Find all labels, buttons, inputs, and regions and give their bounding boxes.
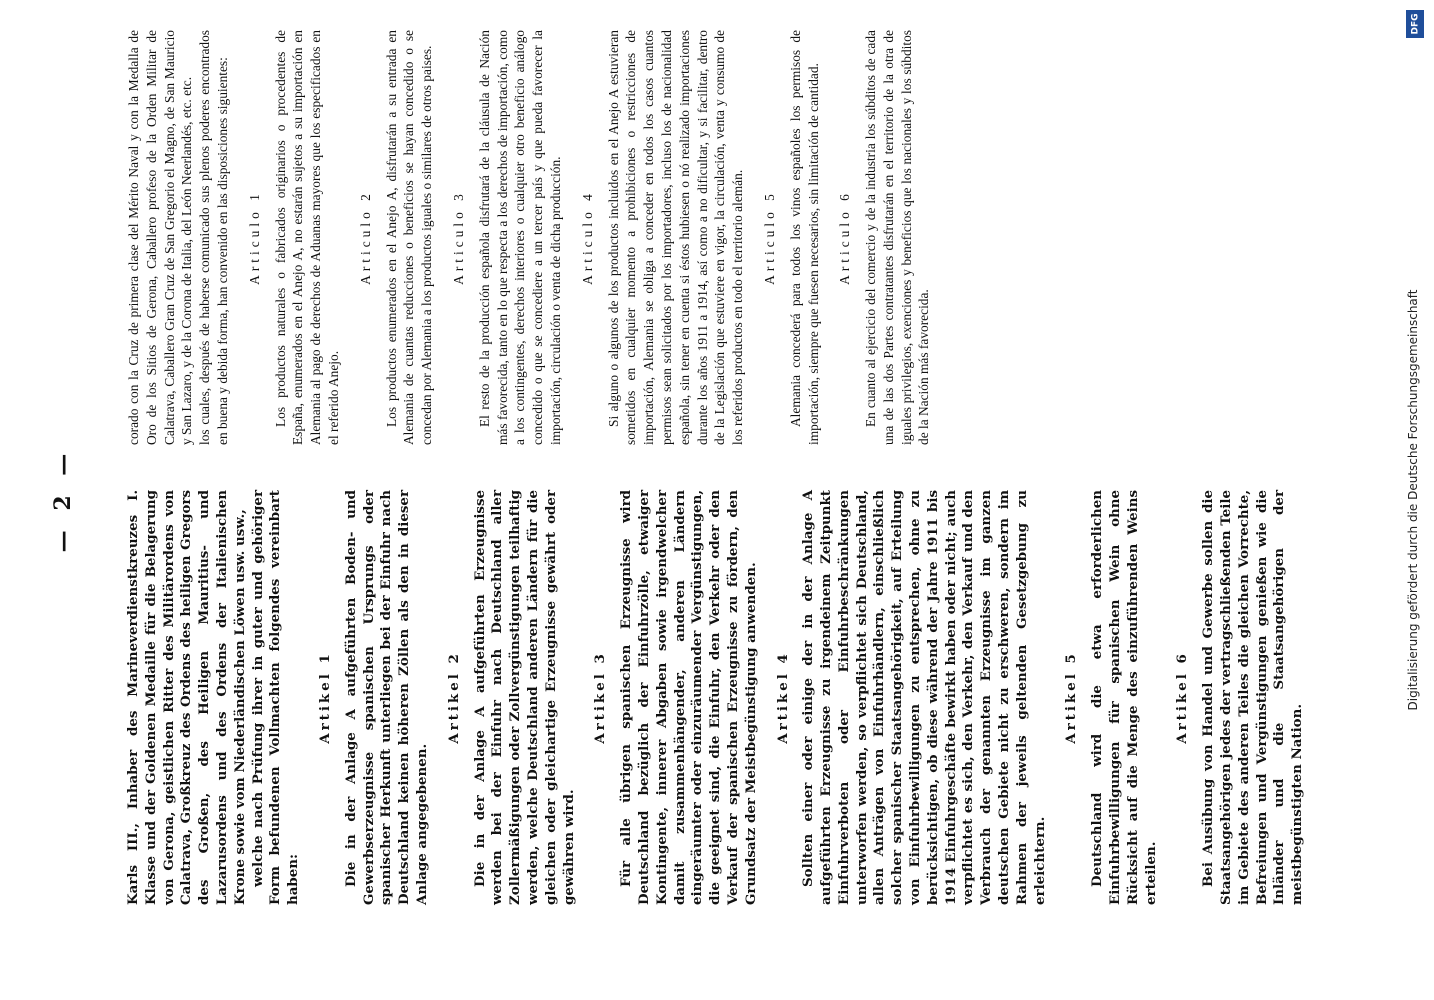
german-article-2-text: Die in der Anlage A aufgeführten Erzeugnisse werden bei der Einfuhr nach Deutschland aller Zollermäßigungen oder Zollvergünstigungen teilhaftig werden, welche Deutschland anderen Ländern für die gleichen oder gleichartige Erzeugnisse gewährt oder gewähren wird. bbox=[471, 490, 577, 905]
spanish-article-4-title: Articulo 4 bbox=[579, 190, 595, 285]
page-number: — 2 — bbox=[50, 447, 76, 553]
german-article-6-text: Bei Ausübung von Handel und Gewerbe sollen die Staatsangehörigen jedes der vertragschließenden Teile im Gebiete des anderen Teiles die gleichen Vorrechte, Befreiungen und Vergünstigungen genießen wie die Inländer und die Staatsangehörigen der meistbegünstigten Nation. bbox=[1200, 490, 1306, 905]
spanish-intro-paragraph: corado con la Cruz de primera clase del Mérito Naval y con la Medalla de Oro de los Sitios de Gerona, Caballero profeso de la Orden Militar de Calatrava, Caballero Gran Cruz de San Gregorio el Magno, de San Mauricio y San Lazaro, y de la Corona de Italia, del León Neerlandés, etc. etc. bbox=[126, 30, 195, 445]
spanish-article-2-title: Articulo 2 bbox=[357, 190, 373, 285]
spanish-article-4-text: Si alguno o algunos de los productos incluidos en el Anejo A estuvieran sometidos en cualquier momento a prohibiciones o restricciones de importación, Alemania se obliga a conceder en todos los casos cuantos permisos sean solicitados por los importadores, incluso los de nacionalidad española, sin tener en cuenta si éstos hubiesen o nó realizado importaciones durante los años 1911 a 1914, así como a no dificultar, y si facilitar, dentro de la Legislación que estuviere en vigor, la circulación, venta y consumo de los referidos productos en todo el territorio alemán. bbox=[605, 30, 746, 445]
spanish-text-column bbox=[125, 30, 933, 445]
digitization-credit bbox=[1400, 10, 1426, 990]
german-text-column bbox=[125, 490, 1307, 905]
german-article-1-title: Artikel 1 bbox=[316, 651, 333, 744]
german-article-6-title: Artikel 6 bbox=[1174, 651, 1191, 744]
german-article-5-text: Deutschland wird die etwa erforderlichen Einfuhrbewilligungen für spanischen Wein ohne Rücksicht auf die Menge des einzuführenden Weins erteilen. bbox=[1089, 490, 1159, 905]
spanish-article-6-text: En cuanto al ejercicio del comercio y de la industria los súbditos de cada una de las dos Partes contratantes disfrutarán en el territorio de la otra de iguales privilegios, exenciones y beneficios que los nacionales y los súbditos de la Nación más favorecida. bbox=[863, 30, 932, 445]
spanish-article-1-title: Articulo 1 bbox=[246, 190, 262, 285]
spanish-article-5-text: Alemania concederá para todos los vinos españoles los permisos de importación, siempre que fuesen necesarios, sin limitación de cantidad. bbox=[787, 30, 821, 445]
german-article-1-text: Die in der Anlage A aufgeführten Boden- und Gewerbserzeugnisse spanischen Ursprungs oder spanischer Herkunft unterliegen bei der Einfuhr nach Deutschland keinen höheren Zöllen als den in dieser Anlage angegebenen. bbox=[342, 490, 430, 905]
german-article-2-title: Artikel 2 bbox=[445, 651, 462, 744]
german-intro-closing: welche nach Prüfung ihrer in guter und gehöriger Form befundenen Vollmachten folgendes vereinbart haben: bbox=[249, 490, 302, 905]
spanish-intro-closing: los cuales, después de haberse comunicado sus plenos poderes encontrados en buena y debida forma, han convenido en las disposiciones siguientes: bbox=[197, 30, 230, 445]
german-article-3-text: Für alle übrigen spanischen Erzeugnisse wird Deutschland bezüglich der Einfuhrzölle, etwaiger Kontingente, innerer Abgaben sowie irgendwelcher damit zusammenhängender, anderen Ländern eingeräumter oder einzuräumender Vergünstigungen, die geeignet sind, die Einfuhr, den Verkehr oder den Verkauf der spanischen Erzeugnisse zu fördern, den Grundsatz der Meistbegünstigung anwenden. bbox=[618, 490, 759, 905]
german-article-3-title: Artikel 3 bbox=[592, 651, 609, 744]
spanish-article-3-title: Articulo 3 bbox=[450, 190, 466, 285]
german-article-5-title: Artikel 5 bbox=[1063, 651, 1080, 744]
german-intro-paragraph: Karls III., Inhaber des Marineverdienstkreuzes I. Klasse und der Goldenen Medaille für die Belagerung von Gerona, geistlichen Ritter des Militärordens von Calatrava, Großkreuz des Ordens des heiligen Gregors des Großen, des Heiligen Mauritius- und Lazarusordens und des Ordens der Italienischen Krone sowie vom Niederländischen Löwen usw. usw., bbox=[125, 490, 248, 905]
dfg-logo: DFG bbox=[1406, 10, 1424, 38]
digitization-credit-text: Digitalisierung gefördert durch die Deutsche Forschungsgemeinschaft bbox=[1406, 289, 1420, 711]
spanish-article-5-title: Articulo 5 bbox=[761, 190, 777, 285]
spanish-article-2-text: Los productos enumerados en el Anejo A, disfrutarán a su entrada en Alemania de cuantas reducciones o beneficios se hayan concedido o se concedan por Alemania a los productos iguales o similares de otros paises. bbox=[383, 30, 435, 445]
spanish-article-6-title: Articulo 6 bbox=[837, 190, 853, 285]
spanish-article-3-text: El resto de la producción española disfrutará de la cláusula de Nación más favorecida, tanto en lo que respecta a los derechos de importación, como a los contingentes, derechos interiores o cualquier otro beneficio análogo concedido o que se concediere a un tercer país y que pueda favorecer la importación, circulación o venta de dicha producción. bbox=[476, 30, 563, 445]
german-article-4-title: Artikel 4 bbox=[774, 651, 791, 744]
german-article-4-text: Sollten einer oder einige der in der Anlage A aufgeführten Erzeugnisse zu irgendeinem Zeitpunkt Einfuhrverboten oder Einfuhrbeschränkungen unterworfen werden, so verpflichtet sich Deutschland, allen Anträgen von Einfuhrhändlern, einschließlich solcher spanischer Staatsangehörigkeit, auf Erteilung von Einfuhrbewilligungen zu entsprechen, ohne zu berücksichtigen, ob diese während der Jahre 1911 bis 1914 Einfuhrgeschäfte bewirkt haben oder nicht; auch verpflichtet es sich, den Verkehr, den Verkauf und den Verbrauch der genannten Erzeugnisse im ganzen deutschen Gebiete nicht zu erschweren, sondern im Rahmen der jeweils geltenden Gesetzgebung zu erleichtern. bbox=[800, 490, 1048, 905]
spanish-article-1-text: Los productos naturales o fabricados originarios o procedentes de España, enumerados en el Anejo A, no estarán sujetos a su importación en Alemania al pago de derechos de Aduanas mayores que los especificados en el referido Anejo. bbox=[272, 30, 341, 445]
